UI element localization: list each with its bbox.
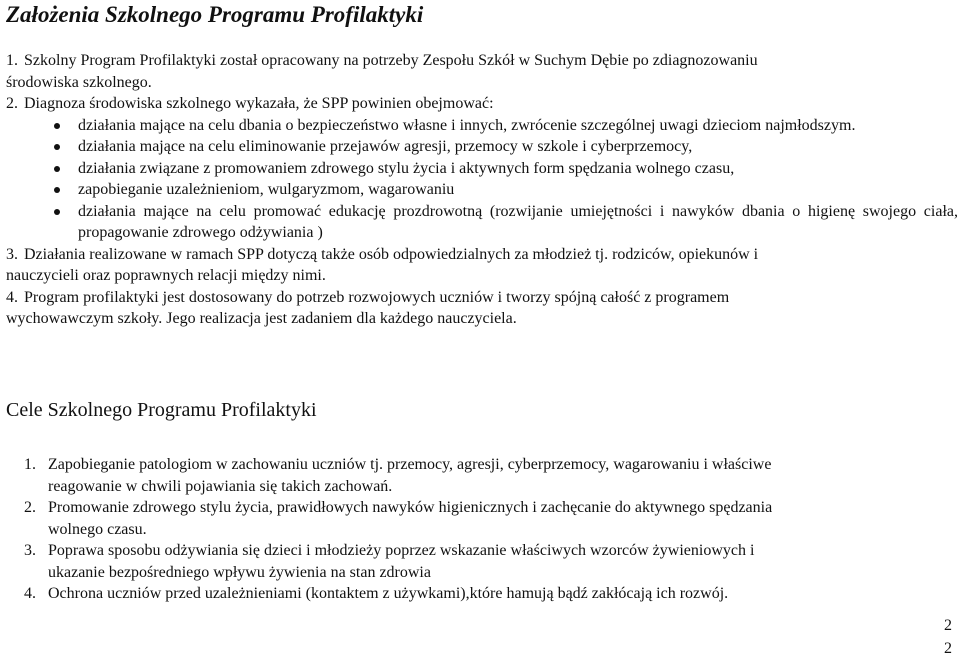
item-text-continued: wolnego czasu. bbox=[48, 520, 147, 538]
item-number: 3. bbox=[24, 542, 36, 559]
bullet-item bbox=[6, 179, 958, 201]
item-text: Program profilaktyki jest dostosowany do potrzeb rozwojowych uczniów i tworzy spójną całość z programem bbox=[24, 288, 730, 306]
item-text: Promowanie zdrowego stylu życia, prawidłowych nawyków higienicznych i zachęcanie do aktywnego spędzania bbox=[48, 499, 773, 516]
item-text-continued: nauczycieli oraz poprawnych relacji między nimi. bbox=[6, 267, 326, 284]
bullet-item bbox=[6, 115, 958, 137]
item-number: 1. bbox=[6, 52, 18, 69]
item-number: 1. bbox=[24, 456, 36, 473]
bullet-list bbox=[6, 115, 958, 244]
bullet-text: działania mające na celu promować edukację prozdrowotną (rozwijanie umiejętności i nawyków dbania o higienę swojego ciała, propagowanie zdrowego odżywiania ) bbox=[78, 202, 958, 241]
bullet-dot-icon bbox=[54, 144, 60, 150]
item-text-continued: ukazanie bezpośredniego wpływu żywienia na stan zdrowia bbox=[48, 563, 431, 581]
bullet-dot-icon bbox=[54, 209, 60, 215]
page-number-footer: 2 bbox=[944, 640, 952, 657]
bullet-text: działania mające na celu dbania o bezpieczeństwo własne i innych, zwrócenie szczególnej uwagi dzieciom najmłodszym. bbox=[78, 116, 856, 134]
item-text: Działania realizowane w ramach SPP dotyczą także osób odpowiedzialnych za młodzież tj. rodziców, opiekunów i bbox=[24, 245, 759, 263]
list-item bbox=[6, 50, 958, 93]
list-item bbox=[6, 583, 958, 605]
bullet-dot-icon bbox=[54, 123, 60, 129]
bullet-dot-icon bbox=[54, 166, 60, 172]
item-number: 4. bbox=[24, 585, 36, 602]
list-item bbox=[6, 287, 958, 330]
item-text: Zapobieganie patologiom w zachowaniu uczniów tj. przemocy, agresji, cyberprzemocy, wagarowaniu i właściwe bbox=[48, 456, 772, 473]
bullet-text: zapobieganie uzależnieniom, wulgaryzmom, wagarowaniu bbox=[78, 181, 455, 198]
item-text-continued: wychowawczym szkoły. Jego realizacja jest zadaniem dla każdego nauczyciela. bbox=[6, 310, 517, 327]
list-item bbox=[6, 93, 958, 244]
list-item bbox=[6, 454, 958, 497]
bullet-text: działania związane z promowaniem zdrowego stylu życia i aktywnych form spędzania wolnego czasu, bbox=[78, 159, 735, 177]
bullet-text: działania mające na celu eliminowanie przejawów agresji, przemocy w szkole i cyberprzemocy, bbox=[78, 138, 693, 155]
assumptions-list bbox=[6, 50, 958, 330]
bullet-dot-icon bbox=[54, 187, 60, 193]
list-item bbox=[6, 540, 958, 583]
item-text-continued: środowiska szkolnego. bbox=[6, 73, 152, 91]
item-text: Ochrona uczniów przed uzależnieniami (kontaktem z używkami),które hamują bądź zakłócają ich rozwój. bbox=[48, 585, 729, 602]
item-number: 3. bbox=[6, 245, 18, 263]
item-text-continued: reagowanie w chwili pojawiania się takich zachowań. bbox=[48, 477, 393, 495]
item-text: Diagnoza środowiska szkolnego wykazała, że SPP powinien obejmować: bbox=[24, 95, 494, 112]
item-text: Szkolny Program Profilaktyki został opracowany na potrzeby Zespołu Szkół w Suchym Dębie po zdiagnozowaniu bbox=[24, 52, 758, 69]
goals-list bbox=[6, 454, 958, 605]
item-number: 4. bbox=[6, 288, 18, 306]
page-number: 2 bbox=[944, 617, 952, 634]
bullet-item bbox=[6, 158, 958, 180]
section-title: Cele Szkolnego Programu Profilaktyki bbox=[6, 399, 317, 421]
item-number: 2. bbox=[6, 95, 18, 112]
list-item bbox=[6, 244, 958, 287]
list-item bbox=[6, 497, 958, 540]
item-number: 2. bbox=[24, 499, 36, 516]
bullet-item bbox=[6, 136, 958, 158]
item-text: Poprawa sposobu odżywiania się dzieci i młodzieży poprzez wskazanie właściwych wzorców żywieniowych i bbox=[48, 542, 755, 559]
page-title: Założenia Szkolnego Programu Profilaktyki bbox=[6, 2, 424, 27]
bullet-item bbox=[6, 201, 958, 244]
